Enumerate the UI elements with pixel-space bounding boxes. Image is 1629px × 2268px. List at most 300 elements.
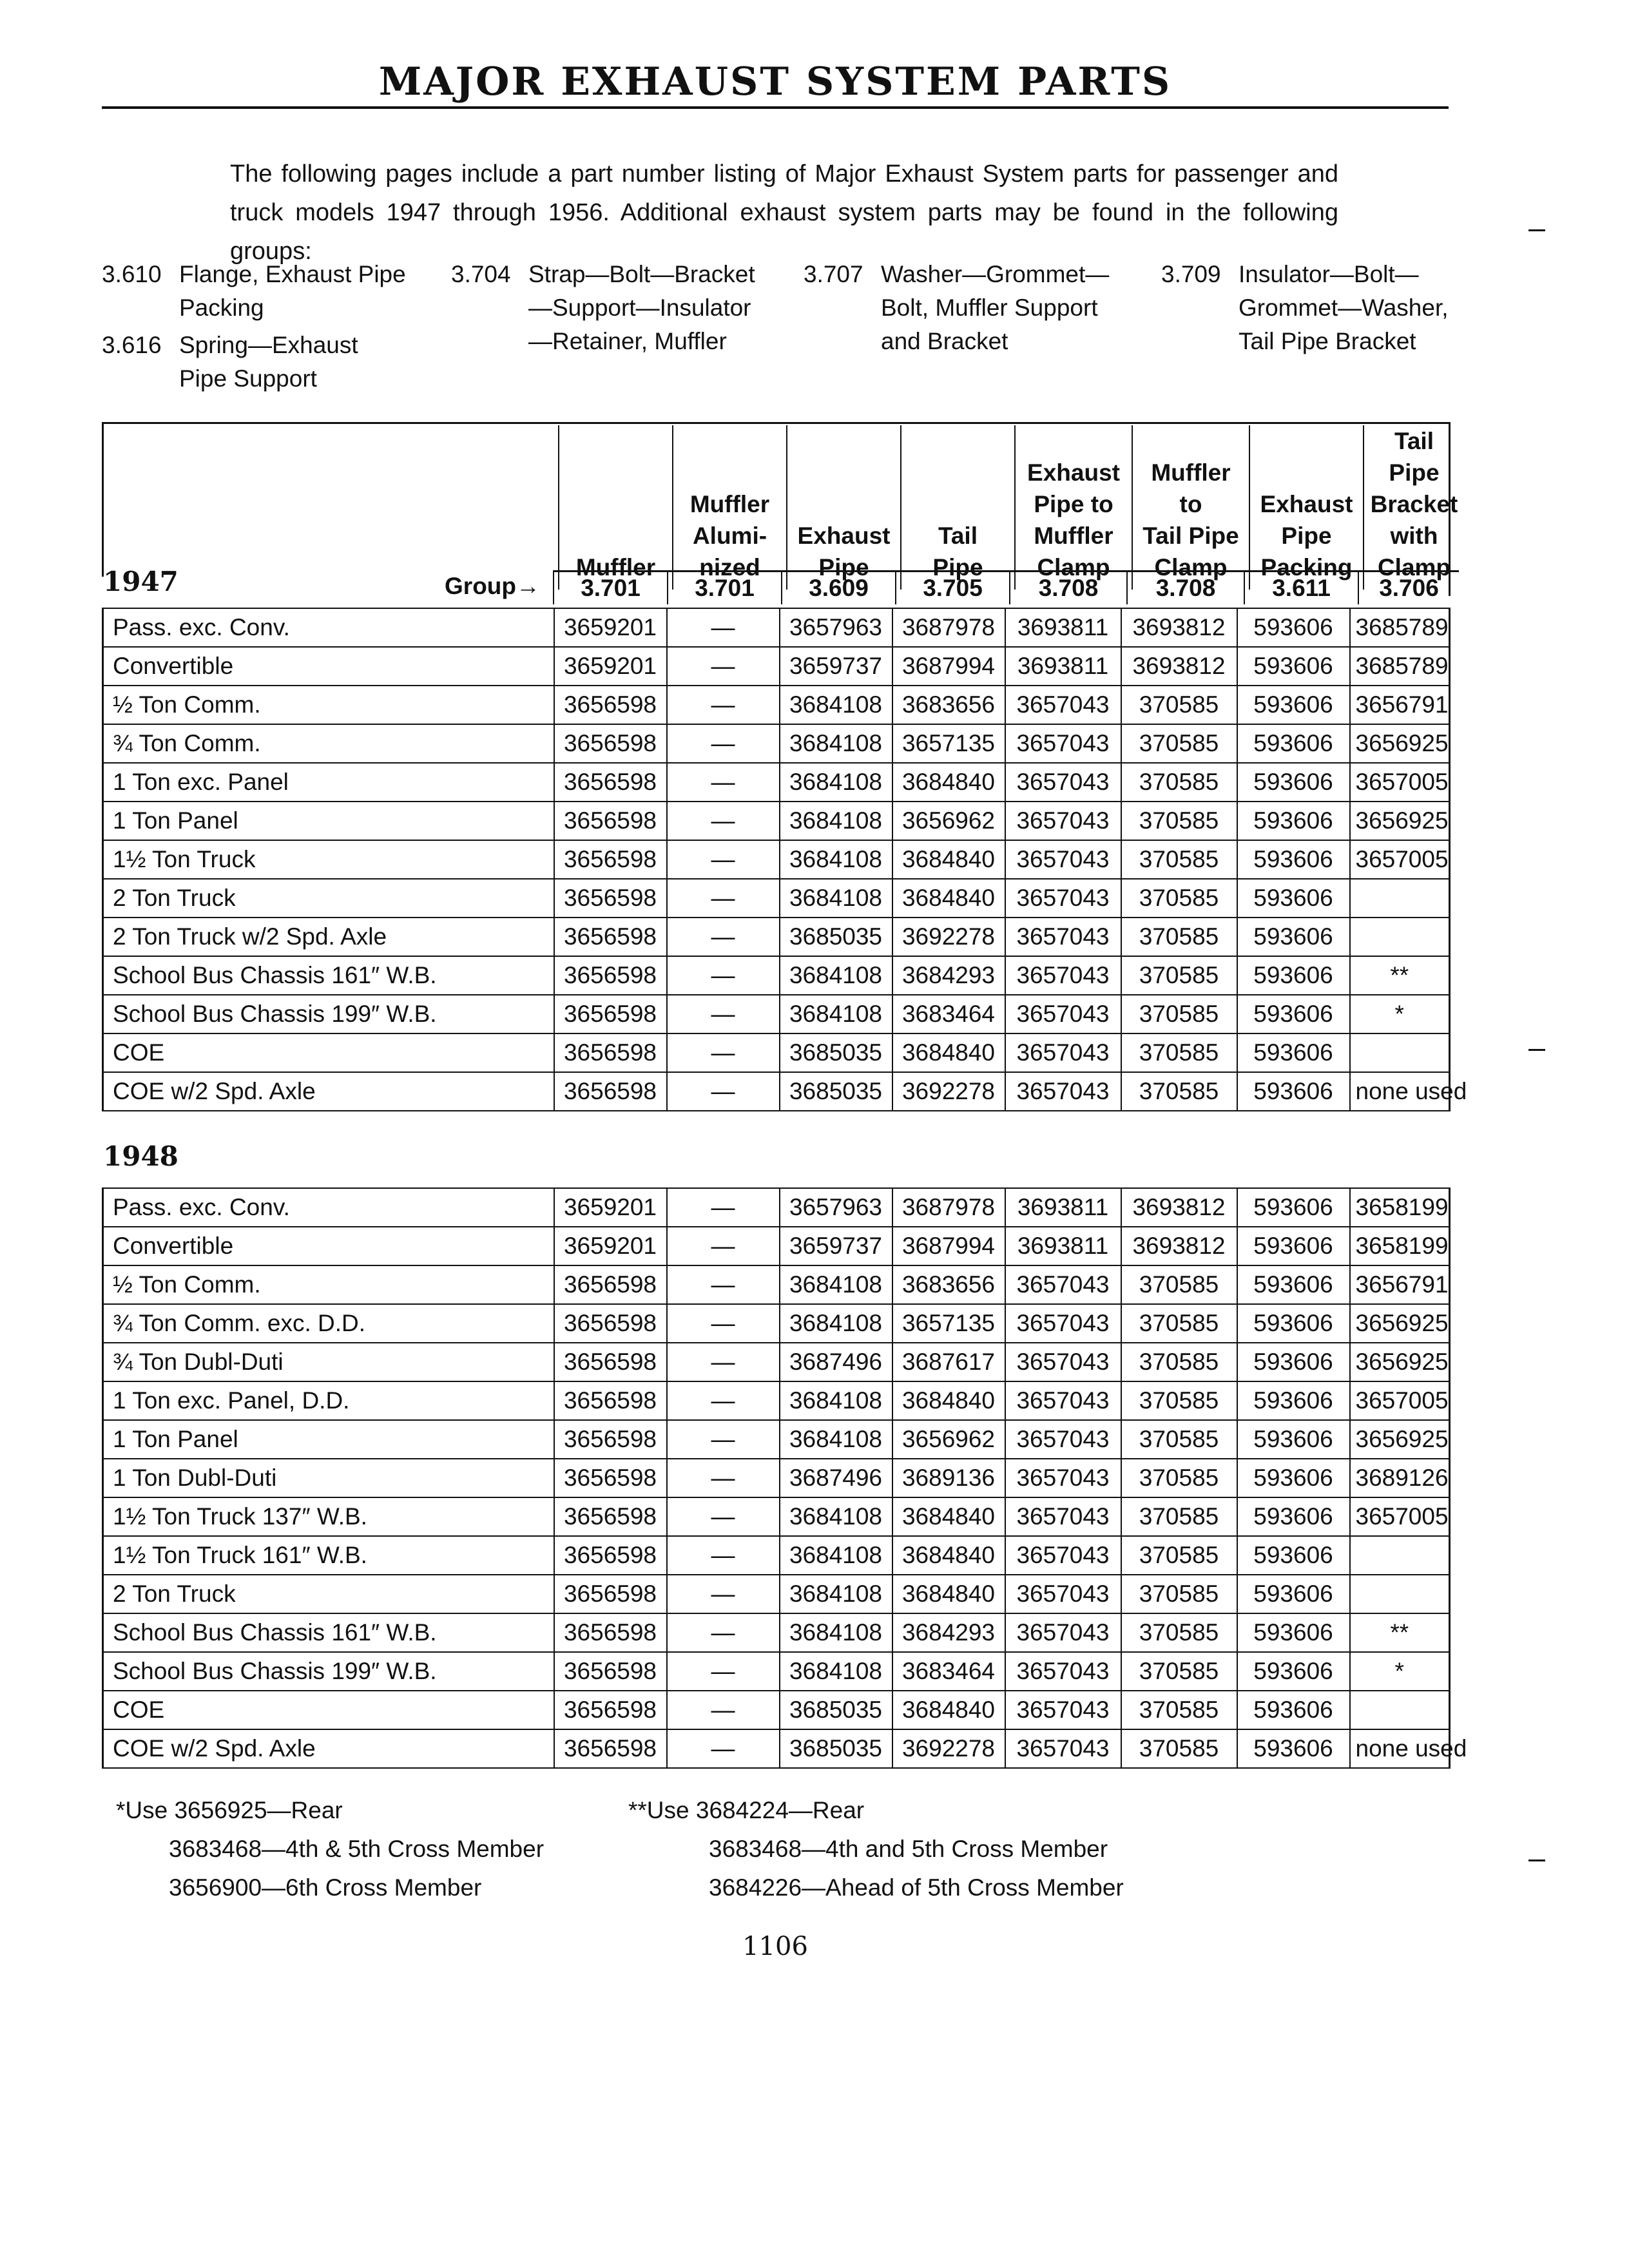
part-number-cell: 3684108: [780, 956, 892, 995]
part-number-cell: 593606: [1237, 1691, 1350, 1729]
column-header: [1015, 425, 1132, 590]
part-number-cell: 3685789: [1350, 608, 1450, 647]
part-number-cell: 3657043: [1005, 1420, 1121, 1459]
part-number-cell: —: [667, 1343, 780, 1381]
part-number-cell: —: [667, 1072, 780, 1111]
table-row: [103, 608, 1450, 647]
part-number-cell: 593606: [1237, 1652, 1350, 1691]
table-row: [103, 1652, 1450, 1691]
part-number-cell: —: [667, 1188, 780, 1227]
part-number-cell: **: [1350, 956, 1450, 995]
table-row: [103, 724, 1450, 763]
part-number-cell: 3689136: [892, 1459, 1005, 1497]
table-row: [103, 956, 1450, 995]
part-number-cell: 593606: [1237, 1072, 1350, 1111]
part-number-cell: 370585: [1121, 1033, 1237, 1072]
part-number-cell: 593606: [1237, 686, 1350, 724]
part-number-cell: 3656962: [892, 802, 1005, 840]
part-number-cell: —: [667, 1420, 780, 1459]
part-number-cell: —: [667, 1265, 780, 1304]
group-number-cell: 3.611: [1244, 572, 1358, 605]
part-number-cell: 3683656: [892, 686, 1005, 724]
column-header: [1132, 425, 1249, 590]
model-cell: School Bus Chassis 161″ W.B.: [103, 1613, 554, 1652]
model-cell: Convertible: [103, 647, 554, 686]
part-number-cell: 3685035: [780, 918, 892, 956]
part-number-cell: 370585: [1121, 918, 1237, 956]
part-number-cell: [1350, 879, 1450, 918]
part-number-cell: 3657043: [1005, 1304, 1121, 1343]
part-number-cell: 593606: [1237, 802, 1350, 840]
part-number-cell: —: [667, 879, 780, 918]
part-number-cell: *: [1350, 1652, 1450, 1691]
part-number-cell: 3684108: [780, 1381, 892, 1420]
part-number-cell: 3687496: [780, 1459, 892, 1497]
group-description-line: Washer—Grommet—: [881, 261, 1110, 287]
part-number-cell: 3656598: [554, 1420, 667, 1459]
group-number-cell: 3.708: [1127, 572, 1244, 605]
column-header-line: to: [1179, 491, 1202, 517]
part-number-cell: —: [667, 1691, 780, 1729]
part-number-cell: **: [1350, 1613, 1450, 1652]
part-number-cell: 3693812: [1121, 647, 1237, 686]
part-number-cell: 3656598: [554, 879, 667, 918]
column-header: [901, 425, 1015, 590]
part-number-cell: —: [667, 724, 780, 763]
part-number-cell: 593606: [1237, 724, 1350, 763]
edge-mark: [1528, 1049, 1545, 1051]
part-number-cell: 3656925: [1350, 1420, 1450, 1459]
year-heading-1948: 1948: [103, 1140, 178, 1172]
part-number-cell: 3657043: [1005, 995, 1121, 1033]
group-label: Group→: [445, 572, 540, 599]
part-number-cell: 3656598: [554, 1265, 667, 1304]
part-number-cell: 593606: [1237, 647, 1350, 686]
table-row: [103, 1575, 1450, 1613]
part-number-cell: —: [667, 956, 780, 995]
part-number-cell: 3656791: [1350, 686, 1450, 724]
part-number-cell: 3659737: [780, 647, 892, 686]
part-number-cell: 3684108: [780, 1613, 892, 1652]
part-number-cell: 3656598: [554, 724, 667, 763]
model-cell: COE: [103, 1691, 554, 1729]
part-number-cell: 593606: [1237, 1729, 1350, 1768]
group-description-line: Flange, Exhaust Pipe: [179, 261, 406, 287]
part-number-cell: 3684840: [892, 1381, 1005, 1420]
model-cell: ½ Ton Comm.: [103, 686, 554, 724]
part-number-cell: —: [667, 608, 780, 647]
table-row: [103, 686, 1450, 724]
footnote-single-line-1: *Use 3656925—Rear: [116, 1797, 343, 1823]
part-number-cell: 3693811: [1005, 1188, 1121, 1227]
table-row: [103, 1536, 1450, 1575]
part-number-cell: —: [667, 1536, 780, 1575]
part-number-cell: 3657043: [1005, 1459, 1121, 1497]
table-row: [103, 1072, 1450, 1111]
part-number-cell: —: [667, 1459, 780, 1497]
parts-table-1947: [102, 608, 1467, 1111]
part-number-cell: —: [667, 995, 780, 1033]
table-row: [103, 1497, 1450, 1536]
column-header-line: Tail Pipe: [1389, 428, 1440, 486]
part-number-cell: 3657043: [1005, 1652, 1121, 1691]
intro-paragraph: The following pages include a part number listing of Major Exhaust System parts for passenger and truck models 1947 through 1956. Additional exhaust system parts may be found in the following groups:: [230, 160, 1338, 265]
part-number-cell: 3656598: [554, 1613, 667, 1652]
table-row: [103, 1265, 1450, 1304]
part-number-cell: 3659201: [554, 1188, 667, 1227]
table-row: [103, 1420, 1450, 1459]
part-number-cell: 3684108: [780, 840, 892, 879]
part-number-cell: 3684108: [780, 995, 892, 1033]
part-number-cell: 3656791: [1350, 1265, 1450, 1304]
table-row: [103, 1304, 1450, 1343]
part-number-cell: [1350, 1033, 1450, 1072]
group-number: 3.704: [451, 261, 511, 287]
part-number-cell: —: [667, 763, 780, 802]
part-number-cell: 370585: [1121, 1652, 1237, 1691]
part-number-cell: 3657043: [1005, 918, 1121, 956]
part-number-cell: 370585: [1121, 686, 1237, 724]
part-number-cell: 593606: [1237, 918, 1350, 956]
part-number-cell: 3657043: [1005, 840, 1121, 879]
part-number-cell: 3685035: [780, 1033, 892, 1072]
title-rule: [102, 106, 1449, 109]
part-number-cell: 370585: [1121, 1304, 1237, 1343]
part-number-cell: 3657043: [1005, 1381, 1121, 1420]
table-row: [103, 1729, 1450, 1768]
part-number-cell: 370585: [1121, 1575, 1237, 1613]
part-number-cell: 370585: [1121, 763, 1237, 802]
model-cell: ¾ Ton Dubl-Duti: [103, 1343, 554, 1381]
part-number-cell: 3687496: [780, 1343, 892, 1381]
group-number: 3.709: [1161, 261, 1221, 287]
column-header: [559, 425, 673, 590]
table-row: [103, 1381, 1450, 1420]
part-number-cell: 3684108: [780, 879, 892, 918]
part-number-cell: 593606: [1237, 1420, 1350, 1459]
table-row: [103, 918, 1450, 956]
part-number-cell: 3687617: [892, 1343, 1005, 1381]
footnote-single-line-2: 3683468—4th & 5th Cross Member: [169, 1836, 545, 1862]
part-number-cell: 3658199: [1350, 1188, 1450, 1227]
column-header-line: Muffler: [575, 554, 656, 581]
part-number-cell: 3656925: [1350, 1343, 1450, 1381]
part-number-cell: 3656598: [554, 763, 667, 802]
table-row: [103, 763, 1450, 802]
part-number-cell: 3684108: [780, 1265, 892, 1304]
part-number-cell: 593606: [1237, 1188, 1350, 1227]
part-number-cell: 370585: [1121, 840, 1237, 879]
part-number-cell: 3657043: [1005, 686, 1121, 724]
part-number-cell: 3656598: [554, 1497, 667, 1536]
part-number-cell: 3656598: [554, 1536, 667, 1575]
part-number-cell: [1350, 918, 1450, 956]
part-number-cell: 593606: [1237, 1497, 1350, 1536]
part-number-cell: *: [1350, 995, 1450, 1033]
part-number-cell: 3657135: [892, 1304, 1005, 1343]
part-number-cell: 3684108: [780, 686, 892, 724]
column-header-line: Muffler: [1151, 459, 1231, 486]
part-number-cell: 3685789: [1350, 647, 1450, 686]
part-number-cell: 593606: [1237, 995, 1350, 1033]
part-number-cell: 3656598: [554, 1343, 667, 1381]
part-number-cell: 3657043: [1005, 802, 1121, 840]
part-number-cell: 3656598: [554, 1729, 667, 1768]
part-number-cell: 3684840: [892, 840, 1005, 879]
column-header-line: Bracket: [1370, 491, 1458, 517]
part-number-cell: 3685035: [780, 1729, 892, 1768]
footnote-double-line-3: 3684226—Ahead of 5th Cross Member: [709, 1874, 1124, 1901]
part-number-cell: 3657043: [1005, 1536, 1121, 1575]
part-number-cell: 3656598: [554, 1033, 667, 1072]
part-number-cell: 3657135: [892, 724, 1005, 763]
part-number-cell: 3656598: [554, 995, 667, 1033]
model-cell: COE w/2 Spd. Axle: [103, 1729, 554, 1768]
column-header-line: Pipe to: [1034, 491, 1113, 517]
part-number-cell: 3684293: [892, 956, 1005, 995]
part-number-cell: 3656598: [554, 1304, 667, 1343]
group-description-line: Packing: [179, 294, 264, 321]
column-header: [787, 425, 901, 590]
part-number-cell: 3657043: [1005, 1729, 1121, 1768]
part-number-cell: 3659201: [554, 608, 667, 647]
part-number-cell: 370585: [1121, 724, 1237, 763]
part-number-cell: 3657963: [780, 1188, 892, 1227]
part-number-cell: 3657963: [780, 608, 892, 647]
column-header-line: Muffler: [1034, 523, 1113, 549]
part-number-cell: 3685035: [780, 1691, 892, 1729]
part-number-cell: 593606: [1237, 1459, 1350, 1497]
part-number-cell: 3683464: [892, 1652, 1005, 1691]
part-number-cell: 3684108: [780, 1575, 892, 1613]
part-number-cell: —: [667, 918, 780, 956]
group-description-line: —Retainer, Muffler: [528, 328, 727, 354]
table-row: [103, 1343, 1450, 1381]
part-number-cell: 370585: [1121, 995, 1237, 1033]
part-number-cell: 593606: [1237, 1613, 1350, 1652]
part-number-cell: 3656925: [1350, 802, 1450, 840]
table-top-rule: [102, 422, 1449, 424]
table-row: [103, 1188, 1450, 1227]
part-number-cell: 3692278: [892, 1072, 1005, 1111]
part-number-cell: —: [667, 1497, 780, 1536]
part-number-cell: 370585: [1121, 879, 1237, 918]
part-number-cell: 593606: [1237, 1033, 1350, 1072]
part-number-cell: 3693812: [1121, 608, 1237, 647]
group-description-line: Strap—Bolt—Bracket: [528, 261, 755, 287]
model-cell: 1½ Ton Truck 161″ W.B.: [103, 1536, 554, 1575]
part-number-cell: 3657005: [1350, 1497, 1450, 1536]
part-number-cell: 3656962: [892, 1420, 1005, 1459]
table-row: [103, 802, 1450, 840]
group-number: 3.707: [804, 261, 863, 287]
part-number-cell: 593606: [1237, 840, 1350, 879]
part-number-cell: 3656598: [554, 956, 667, 995]
group-number: 3.610: [102, 261, 162, 287]
model-cell: School Bus Chassis 161″ W.B.: [103, 956, 554, 995]
model-cell: ¾ Ton Comm.: [103, 724, 554, 763]
column-header-line: Pipe: [1281, 523, 1332, 549]
part-number-cell: 593606: [1237, 1381, 1350, 1420]
year-heading-1947: 1947: [103, 566, 178, 597]
footnote-double-line-1: **Use 3684224—Rear: [628, 1797, 865, 1823]
group-number-cell: 3.706: [1358, 572, 1459, 605]
part-number-cell: none used: [1350, 1729, 1450, 1768]
column-header-line: Tail Pipe: [1142, 523, 1239, 549]
part-number-cell: [1350, 1575, 1450, 1613]
part-number-cell: 3657043: [1005, 879, 1121, 918]
model-cell: ½ Ton Comm.: [103, 1265, 554, 1304]
group-number-row: [102, 570, 1459, 604]
part-number-cell: 3693812: [1121, 1227, 1237, 1265]
table-row: [103, 1459, 1450, 1497]
table-row: [103, 1613, 1450, 1652]
parts-table-1948: [102, 1187, 1467, 1769]
model-cell: COE: [103, 1033, 554, 1072]
group-description-line: —Support—Insulator: [528, 294, 751, 321]
model-cell: Convertible: [103, 1227, 554, 1265]
column-header-line: Exhaust: [1027, 459, 1120, 486]
column-header-line: Exhaust: [1260, 491, 1353, 517]
part-number-cell: 370585: [1121, 956, 1237, 995]
part-number-cell: 3656925: [1350, 724, 1450, 763]
part-number-cell: 3657043: [1005, 1265, 1121, 1304]
header-blank-cell: [102, 425, 559, 590]
column-header-line: Packing: [1260, 554, 1353, 581]
group-description-line: Bolt, Muffler Support: [881, 294, 1098, 321]
group-number-cell: 3.701: [554, 572, 668, 605]
part-number-cell: 370585: [1121, 1265, 1237, 1304]
part-number-cell: 593606: [1237, 608, 1350, 647]
part-number-cell: 3656598: [554, 1575, 667, 1613]
model-cell: 2 Ton Truck w/2 Spd. Axle: [103, 918, 554, 956]
part-number-cell: 3656598: [554, 1652, 667, 1691]
part-number-cell: 3659201: [554, 1227, 667, 1265]
model-cell: 1 Ton Dubl-Duti: [103, 1459, 554, 1497]
part-number-cell: 3684840: [892, 1575, 1005, 1613]
group-number-cell: 3.708: [1010, 572, 1127, 605]
column-header-line: Exhaust: [797, 523, 891, 549]
column-header-line: with: [1390, 523, 1438, 549]
part-number-cell: 370585: [1121, 1343, 1237, 1381]
model-cell: School Bus Chassis 199″ W.B.: [103, 1652, 554, 1691]
part-number-cell: 3684108: [780, 1536, 892, 1575]
column-header-row: [102, 425, 1464, 590]
part-number-cell: —: [667, 1575, 780, 1613]
part-number-cell: 370585: [1121, 1420, 1237, 1459]
part-number-cell: 3657043: [1005, 1613, 1121, 1652]
part-number-cell: —: [667, 840, 780, 879]
part-number-cell: 3693811: [1005, 647, 1121, 686]
part-number-cell: 3659737: [780, 1227, 892, 1265]
part-number-cell: 593606: [1237, 956, 1350, 995]
part-number-cell: 370585: [1121, 1691, 1237, 1729]
part-number-cell: 370585: [1121, 1497, 1237, 1536]
part-number-cell: 3684108: [780, 802, 892, 840]
table-row: [103, 1033, 1450, 1072]
model-cell: 1½ Ton Truck 137″ W.B.: [103, 1497, 554, 1536]
column-header: [1249, 425, 1364, 590]
model-cell: 2 Ton Truck: [103, 879, 554, 918]
part-number-cell: 370585: [1121, 1459, 1237, 1497]
part-number-cell: 3657005: [1350, 763, 1450, 802]
part-number-cell: —: [667, 1729, 780, 1768]
part-number-cell: 3684108: [780, 724, 892, 763]
model-cell: 1 Ton Panel: [103, 802, 554, 840]
part-number-cell: 3656925: [1350, 1304, 1450, 1343]
part-number-cell: 3657005: [1350, 1381, 1450, 1420]
part-number-cell: 370585: [1121, 1536, 1237, 1575]
part-number-cell: 370585: [1121, 1381, 1237, 1420]
page-title: MAJOR EXHAUST SYSTEM PARTS: [378, 59, 1172, 104]
model-cell: 1 Ton Panel: [103, 1420, 554, 1459]
part-number-cell: —: [667, 1381, 780, 1420]
column-header-line: Muffler: [689, 491, 770, 517]
part-number-cell: 593606: [1237, 1536, 1350, 1575]
part-number-cell: 593606: [1237, 879, 1350, 918]
table-row: [103, 1227, 1450, 1265]
part-number-cell: —: [667, 1227, 780, 1265]
part-number-cell: 3684840: [892, 1497, 1005, 1536]
part-number-cell: 3657043: [1005, 724, 1121, 763]
part-number-cell: 370585: [1121, 1072, 1237, 1111]
column-header-line: Pipe: [818, 554, 869, 581]
part-number-cell: 3656598: [554, 1459, 667, 1497]
part-number-cell: 593606: [1237, 1575, 1350, 1613]
part-number-cell: 3684840: [892, 1691, 1005, 1729]
part-number-cell: —: [667, 1033, 780, 1072]
part-number-cell: 3693812: [1121, 1188, 1237, 1227]
group-number-cell: 3.609: [782, 572, 896, 605]
part-number-cell: 3684108: [780, 1652, 892, 1691]
part-number-cell: —: [667, 1652, 780, 1691]
part-number-cell: [1350, 1536, 1450, 1575]
part-number-cell: 593606: [1237, 1265, 1350, 1304]
column-header: [673, 425, 787, 590]
part-number-cell: 3683656: [892, 1265, 1005, 1304]
part-number-cell: 3685035: [780, 1072, 892, 1111]
table-row: [103, 995, 1450, 1033]
part-number-cell: [1350, 1691, 1450, 1729]
part-number-cell: 3657005: [1350, 840, 1450, 879]
part-number-cell: 3657043: [1005, 1575, 1121, 1613]
part-number-cell: 3656598: [554, 802, 667, 840]
column-header-line: nized: [699, 554, 760, 581]
group-number-cell: 3.701: [668, 572, 782, 605]
part-number-cell: 3684293: [892, 1613, 1005, 1652]
part-number-cell: 593606: [1237, 763, 1350, 802]
part-number-cell: 3692278: [892, 918, 1005, 956]
part-number-cell: 3692278: [892, 1729, 1005, 1768]
part-number-cell: 3684108: [780, 1420, 892, 1459]
part-number-cell: 3684840: [892, 1536, 1005, 1575]
table-row: [103, 840, 1450, 879]
part-number-cell: 3656598: [554, 1072, 667, 1111]
part-number-cell: 3693811: [1005, 608, 1121, 647]
footnote-single-line-3: 3656900—6th Cross Member: [169, 1874, 482, 1901]
part-number-cell: 3656598: [554, 1381, 667, 1420]
model-cell: 1 Ton exc. Panel, D.D.: [103, 1381, 554, 1420]
part-number-cell: 3689126: [1350, 1459, 1450, 1497]
part-number-cell: 3684108: [780, 763, 892, 802]
model-cell: ¾ Ton Comm. exc. D.D.: [103, 1304, 554, 1343]
group-number: 3.616: [102, 332, 162, 358]
table-row: [103, 647, 1450, 686]
part-number-cell: 3657043: [1005, 1033, 1121, 1072]
part-number-cell: 3659201: [554, 647, 667, 686]
part-number-cell: 3693811: [1005, 1227, 1121, 1265]
table-row: [103, 1691, 1450, 1729]
